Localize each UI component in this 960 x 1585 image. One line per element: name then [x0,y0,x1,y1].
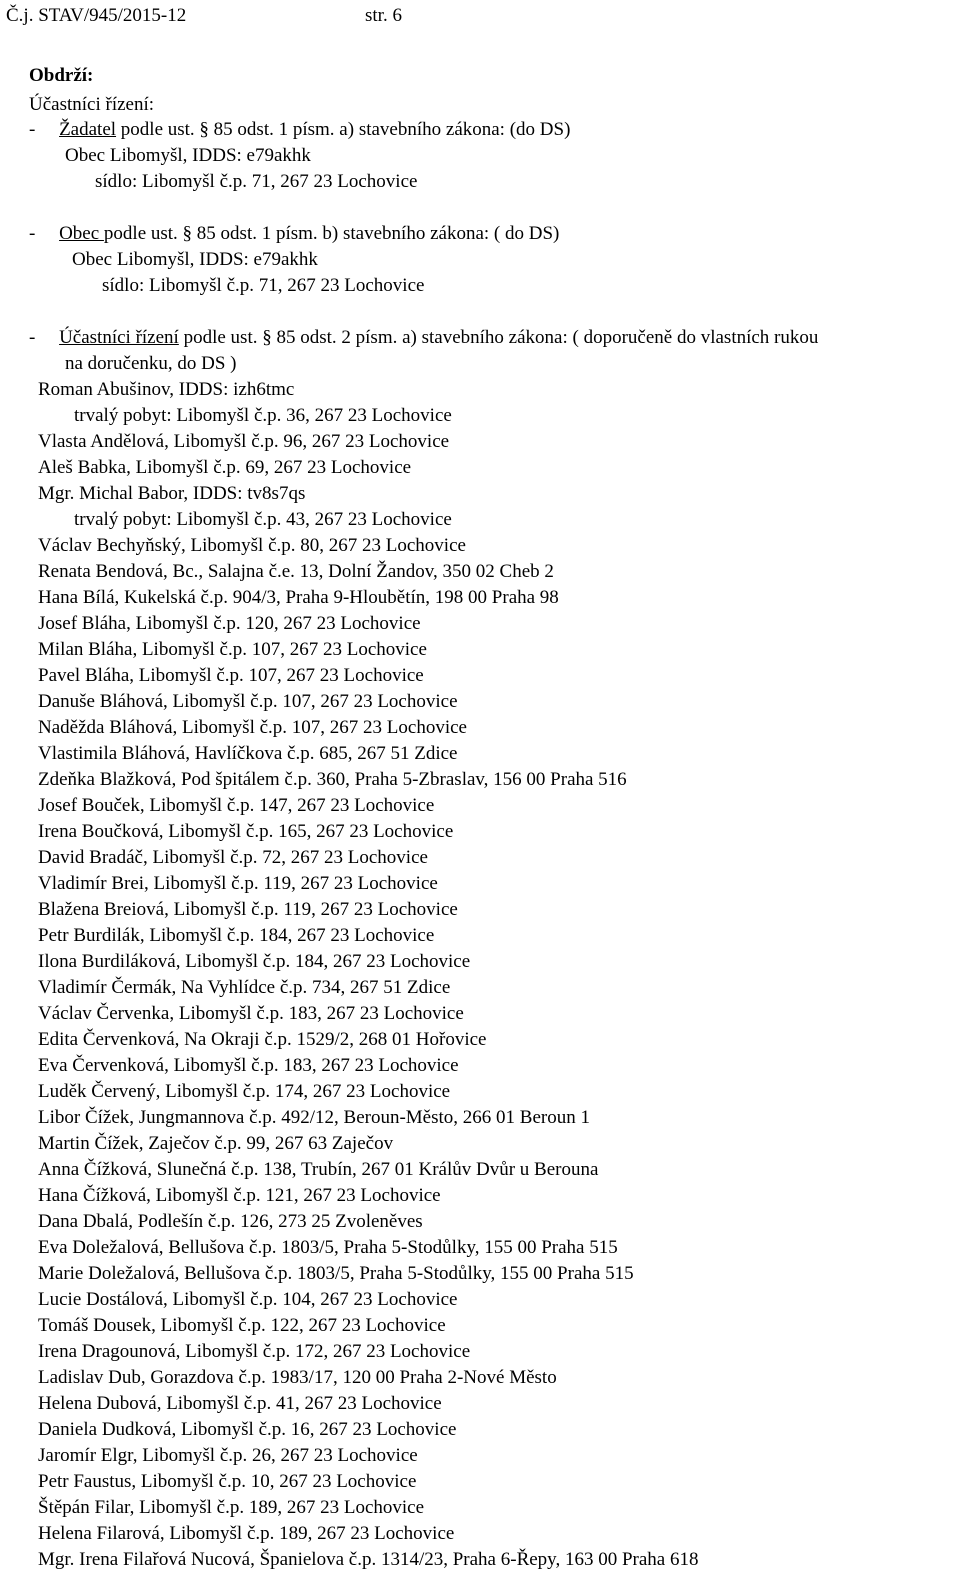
recipients-heading: Obdrží: [29,65,94,86]
section-applicant-underlined: Žadatel [59,119,117,140]
list-item: Vlastimila Bláhová, Havlíčkova č.p. 685, 267 51 Zdice [38,743,458,764]
list-item: Pavel Bláha, Libomyšl č.p. 107, 267 23 Lochovice [38,665,424,686]
list-item: Lucie Dostálová, Libomyšl č.p. 104, 267 23 Lochovice [38,1289,458,1310]
list-item: Marie Doležalová, Bellušova č.p. 1803/5, Praha 5-Stodůlky, 155 00 Praha 515 [38,1263,634,1284]
list-item: Eva Červenková, Libomyšl č.p. 183, 267 23 Lochovice [38,1055,459,1076]
section-participants-rest: podle ust. § 85 odst. 2 písm. a) stavebního zákona: ( doporučeně do vlastních rukou [178,327,819,348]
applicant-line: Obec Libomyšl, IDDS: e79akhk [65,145,311,166]
list-item: Petr Burdilák, Libomyšl č.p. 184, 267 23 Lochovice [38,925,435,946]
list-item: Aleš Babka, Libomyšl č.p. 69, 267 23 Lochovice [38,457,412,478]
municipality-line: Obec Libomyšl, IDDS: e79akhk [72,249,318,270]
list-item: Vladimír Čermák, Na Vyhlídce č.p. 734, 267 51 Zdice [38,977,451,998]
list-item: Milan Bláha, Libomyšl č.p. 107, 267 23 Lochovice [38,639,427,660]
list-item: Daniela Dudková, Libomyšl č.p. 16, 267 23 Lochovice [38,1419,457,1440]
applicant-address: sídlo: Libomyšl č.p. 71, 267 23 Lochovice [95,171,418,192]
list-item: Luděk Červený, Libomyšl č.p. 174, 267 23 Lochovice [38,1081,451,1102]
section-participants [29,328,818,347]
list-item: Helena Filarová, Libomyšl č.p. 189, 267 23 Lochovice [38,1523,455,1544]
section-applicant-rest: podle ust. § 85 odst. 1 písm. a) stavebního zákona: (do DS) [116,119,571,140]
list-item: Helena Dubová, Libomyšl č.p. 41, 267 23 Lochovice [38,1393,442,1414]
list-item: Ladislav Dub, Gorazdova č.p. 1983/17, 120 00 Praha 2-Nové Město [38,1367,557,1388]
dash: - [29,223,36,244]
list-item: Hana Bílá, Kukelská č.p. 904/3, Praha 9-Hloubětín, 198 00 Praha 98 [38,587,559,608]
list-item: Edita Červenková, Na Okraji č.p. 1529/2, 268 01 Hořovice [38,1029,487,1050]
list-item: Mgr. Michal Babor, IDDS: tv8s7qs [38,483,306,504]
list-item: Danuše Bláhová, Libomyšl č.p. 107, 267 23 Lochovice [38,691,458,712]
list-item: Tomáš Dousek, Libomyšl č.p. 122, 267 23 Lochovice [38,1315,446,1336]
list-item: trvalý pobyt: Libomyšl č.p. 36, 267 23 Lochovice [74,405,452,426]
list-item: Vladimír Brei, Libomyšl č.p. 119, 267 23 Lochovice [38,873,438,894]
list-item: Renata Bendová, Bc., Salajna č.e. 13, Dolní Žandov, 350 02 Cheb 2 [38,561,554,582]
section-municipality [29,224,559,243]
section-municipality-underlined: Obec [59,223,104,244]
list-item: Mgr. Irena Filařová Nucová, Španielova č.p. 1314/23, Praha 6-Řepy, 163 00 Praha 618 [38,1549,699,1570]
section-participants-underlined: Účastníci řízení [59,327,179,348]
list-item: Hana Čížková, Libomyšl č.p. 121, 267 23 Lochovice [38,1185,441,1206]
list-item: Ilona Burdiláková, Libomyšl č.p. 184, 267 23 Lochovice [38,951,471,972]
list-item: Štěpán Filar, Libomyšl č.p. 189, 267 23 Lochovice [38,1497,425,1518]
document-reference: Č.j. STAV/945/2015-12 [6,5,187,26]
list-item: David Bradáč, Libomyšl č.p. 72, 267 23 Lochovice [38,847,428,868]
list-item: Josef Bláha, Libomyšl č.p. 120, 267 23 Lochovice [38,613,421,634]
list-item: Petr Faustus, Libomyšl č.p. 10, 267 23 Lochovice [38,1471,417,1492]
list-item: Roman Abušinov, IDDS: izh6tmc [38,379,295,400]
section-applicant [29,120,570,139]
list-item: Libor Čížek, Jungmannova č.p. 492/12, Beroun-Město, 266 01 Beroun 1 [38,1107,590,1128]
list-item: Zdeňka Blažková, Pod špitálem č.p. 360, Praha 5-Zbraslav, 156 00 Praha 516 [38,769,627,790]
list-item: Václav Bechyňský, Libomyšl č.p. 80, 267 23 Lochovice [38,535,466,556]
list-item: Vlasta Andělová, Libomyšl č.p. 96, 267 23 Lochovice [38,431,450,452]
participants-subtitle: Účastníci řízení: [29,94,155,115]
list-item: Josef Bouček, Libomyšl č.p. 147, 267 23 Lochovice [38,795,435,816]
section-participants-line2: na doručenku, do DS ) [65,353,237,374]
section-municipality-rest: podle ust. § 85 odst. 1 písm. b) stavebního zákona: ( do DS) [103,223,560,244]
page-number: str. 6 [365,5,402,26]
list-item: Václav Červenka, Libomyšl č.p. 183, 267 23 Lochovice [38,1003,464,1024]
list-item: Jaromír Elgr, Libomyšl č.p. 26, 267 23 Lochovice [38,1445,418,1466]
list-item: Irena Boučková, Libomyšl č.p. 165, 267 23 Lochovice [38,821,454,842]
list-item: Anna Čížková, Slunečná č.p. 138, Trubín, 267 01 Králův Dvůr u Berouna [38,1159,599,1180]
list-item: Naděžda Bláhová, Libomyšl č.p. 107, 267 23 Lochovice [38,717,467,738]
list-item: Blažena Breiová, Libomyšl č.p. 119, 267 23 Lochovice [38,899,458,920]
dash: - [29,119,36,140]
dash: - [29,327,36,348]
list-item: Eva Doležalová, Bellušova č.p. 1803/5, Praha 5-Stodůlky, 155 00 Praha 515 [38,1237,618,1258]
list-item: trvalý pobyt: Libomyšl č.p. 43, 267 23 Lochovice [74,509,452,530]
municipality-address: sídlo: Libomyšl č.p. 71, 267 23 Lochovice [102,275,425,296]
list-item: Dana Dbalá, Podlešín č.p. 126, 273 25 Zvoleněves [38,1211,423,1232]
list-item: Irena Dragounová, Libomyšl č.p. 172, 267 23 Lochovice [38,1341,471,1362]
list-item: Martin Čížek, Zaječov č.p. 99, 267 63 Zaječov [38,1133,394,1154]
